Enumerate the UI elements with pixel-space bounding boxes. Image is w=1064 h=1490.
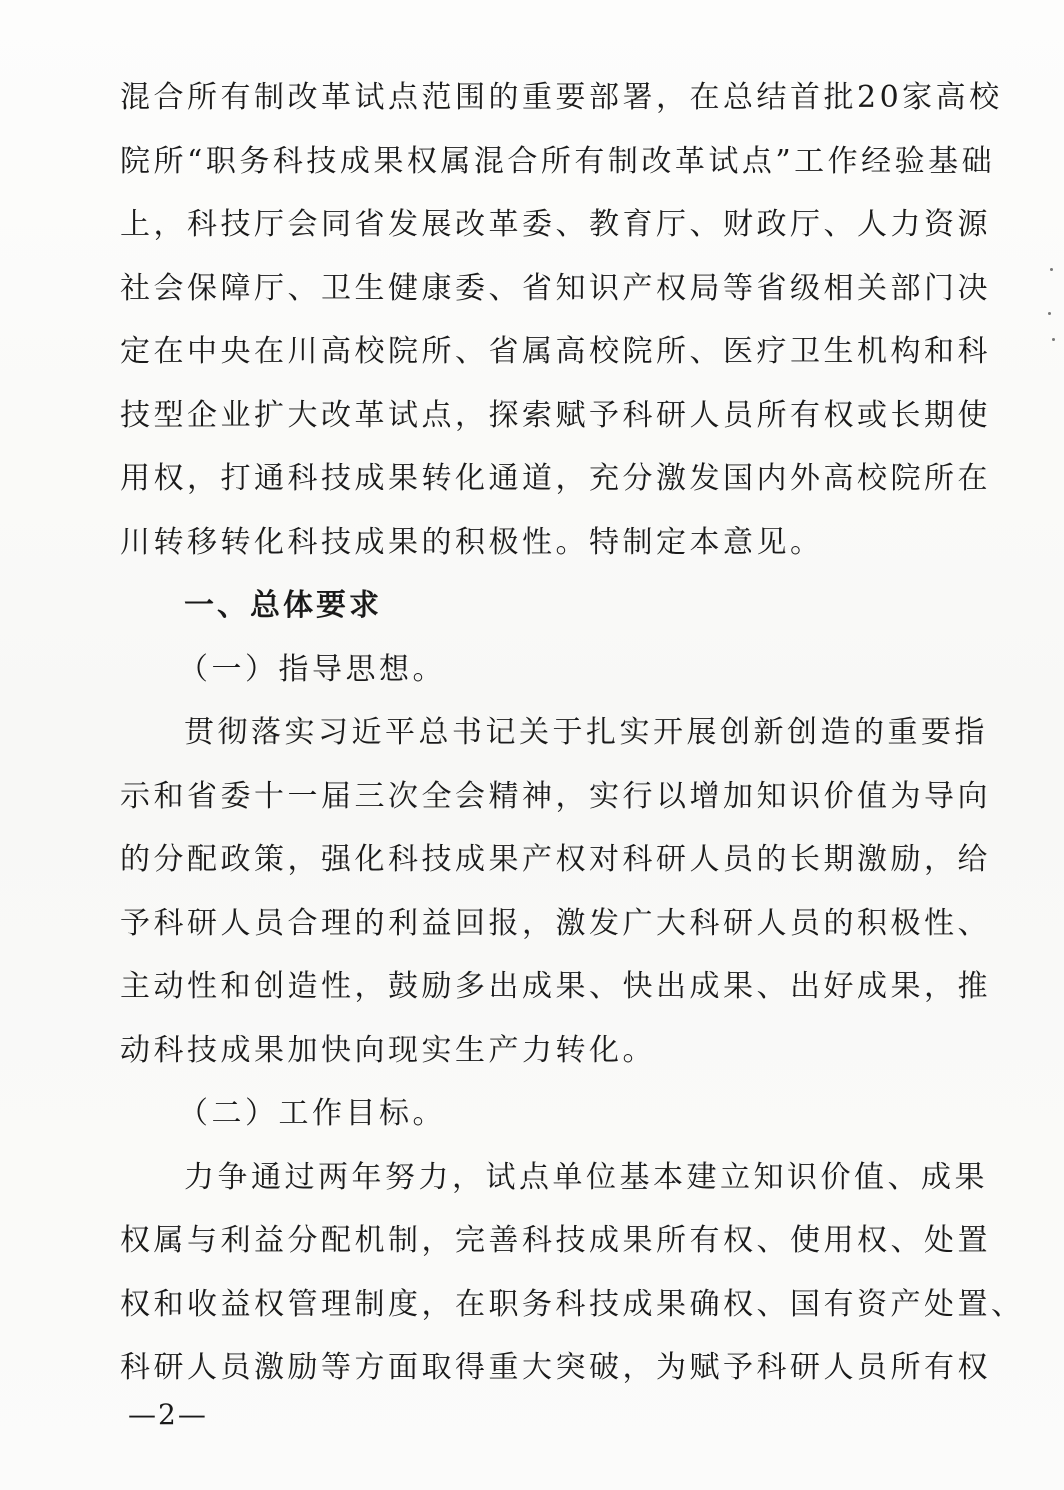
paragraph-2-line: 予科研人员合理的利益回报，激发广大科研人员的积极性、 — [120, 905, 991, 941]
subheading-work-goals: （二）工作目标。 — [178, 1096, 446, 1131]
paragraph-2-line: 主动性和创造性，鼓励多出成果、快出成果、出好成果，推 — [120, 969, 991, 1004]
paragraph-2-line: 的分配政策，强化科技成果产权对科研人员的长期激励，给 — [120, 842, 991, 877]
paragraph-3-line: 科研人员激励等方面取得重大突破，为赋予科研人员所有权 — [120, 1350, 991, 1385]
paragraph-1-line: 定在中央在川高校院所、省属高校院所、医疗卫生机构和科 — [120, 334, 991, 369]
paragraph-3-line: 权和收益权管理制度，在职务科技成果确权、国有资产处置、 — [120, 1286, 1025, 1322]
document-body — [120, 66, 1025, 1400]
paragraph-3-line: 权属与利益分配机制，完善科技成果所有权、使用权、处置 — [120, 1223, 991, 1258]
paragraph-2-line: 动科技成果加快向现实生产力转化。 — [120, 1032, 656, 1068]
paragraph-1-line: 院所“职务科技成果权属混合所有制改革试点”工作经验基础 — [120, 143, 996, 179]
subheading-guiding-ideology: （一）指导思想。 — [178, 651, 446, 687]
paragraph-1-line: 社会保障厅、卫生健康委、省知识产权局等省级相关部门决 — [120, 270, 991, 306]
paragraph-1-line: 混合所有制改革试点范围的重要部署，在总结首批20家高校 — [120, 80, 1003, 115]
paragraph-1-line: 用权，打通科技成果转化通道，充分激发国内外高校院所在 — [120, 461, 991, 496]
paragraph-2-line: 贯彻落实习近平总书记关于扎实开展创新创造的重要指 — [184, 715, 988, 750]
scan-speck — [1048, 312, 1051, 315]
paragraph-2-line: 示和省委十一届三次全会精神，实行以增加知识价值为导向 — [120, 778, 991, 814]
page-number: —2— — [128, 1398, 208, 1431]
paragraph-1-line: 技型企业扩大改革试点，探索赋予科研人员所有权或长期使 — [120, 397, 991, 433]
paragraph-3-line: 力争通过两年努力，试点单位基本建立知识价值、成果 — [184, 1159, 988, 1195]
paragraph-1-line: 川转移转化科技成果的积极性。特制定本意见。 — [120, 524, 824, 560]
scan-speck — [1050, 268, 1053, 271]
paragraph-1-line: 上，科技厅会同省发展改革委、教育厅、财政厅、人力资源 — [120, 207, 991, 242]
section-heading: 一、总体要求 — [184, 588, 382, 623]
scan-speck — [1052, 338, 1055, 341]
